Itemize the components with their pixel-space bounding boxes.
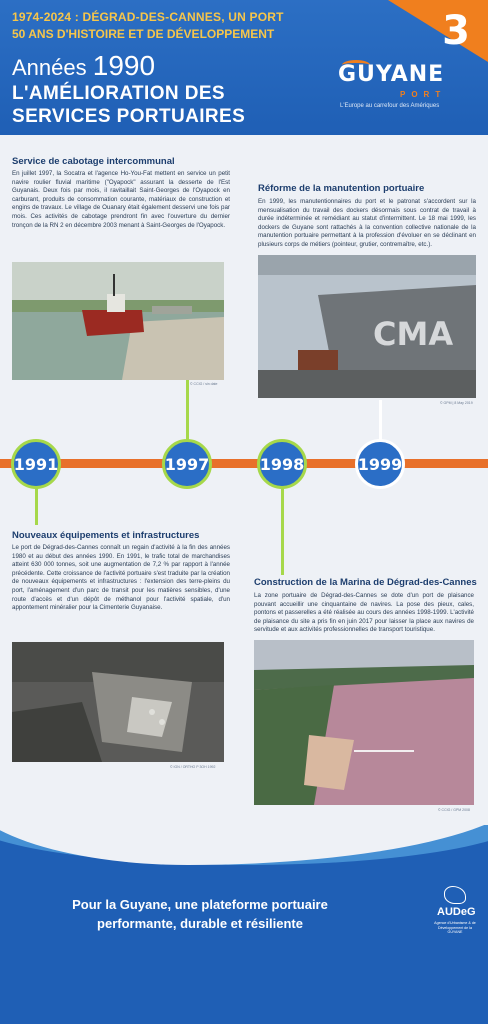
footer-slogan-line1: Pour la Guyane, une plateforme portuaire — [72, 897, 328, 912]
page-title-line1: L'AMÉLIORATION DES — [12, 83, 225, 104]
stem-1999 — [379, 400, 382, 444]
timeline-line — [0, 459, 488, 468]
header-banner — [0, 0, 488, 135]
year-1991: 1991 — [11, 439, 61, 489]
years-prefix: Années — [12, 55, 87, 80]
guyane-port-logo — [338, 62, 468, 117]
marina-photo — [254, 640, 474, 805]
audeg-name: AUDeG — [437, 906, 476, 918]
years-value: 1990 — [92, 50, 156, 81]
stem-1997 — [186, 380, 189, 442]
svg-text:CMA: CMA — [373, 315, 454, 353]
cabotage-title: Service de cabotage intercommunal — [12, 156, 175, 167]
guyane-map-icon — [444, 886, 466, 904]
equipements-text: Le port de Dégrad-des-Cannes connaît un regain d'activité à la fin des années 1980 et au début des années 1990. En 1991, le trafic total de marchandises atteint 630 000 tonnes, soit une augmentation de 7,2 % par rapport à l'année précédente. Cette croissance de l'activité portuaire s'est traduite par la création de nouveaux équipements et infrastructures : l'extension des terre-pleins du port, l'aménagement d'un parc de transit pour les matières sensibles, d'une route d'accès et d'un dépôt de méthanol pour l'activité spatiale, d'un appontement minéralier pour la Cimenterie Guyanaise. — [12, 544, 230, 612]
equipements-title: Nouveaux équipements et infrastructures — [12, 530, 200, 541]
manutention-credit: © GPM | 8 May 2019 — [440, 401, 473, 405]
page-title-line2: SERVICES PORTUAIRES — [12, 106, 246, 127]
cabotage-credit: © CCIG / sin date — [190, 382, 218, 386]
marina-text: La zone portuaire de Dégrad-des-Cannes se dote d'un port de plaisance pouvant accueillir une cinquantaine de navires. La pose des pieux, cales, pontons et passerelles a été réalisée au cours des années 1998-1999. L'activité de plaisance du site a pris fin en juin 2017 pour laisser la place aux navires de servitude et aux activités professionnelles de transport touristique. — [254, 592, 474, 634]
manutention-title: Réforme de la manutention portuaire — [258, 183, 425, 194]
stem-1998 — [281, 485, 284, 575]
audeg-description: Agence d'Urbanisme & de Développement de la GUYANE — [434, 921, 476, 934]
year-1999: 1999 — [355, 439, 405, 489]
footer-slogan-line2: performante, durable et résiliente — [97, 916, 303, 931]
cabotage-photo — [12, 262, 224, 380]
header-years — [12, 50, 155, 82]
audeg-logo — [432, 886, 478, 946]
panel-number: 3 — [442, 8, 470, 54]
manutention-photo — [258, 255, 476, 398]
marina-title: Construction de la Marina de Dégrad-des-Cannes — [254, 577, 477, 588]
cabotage-text: En juillet 1997, la Socatra et l'agence Ho-You-Fat mettent en service un petit navire roulier fluvial maritime ("Oyapock" assurant la desserte de l'Est Guyanais. Deux fois par mois, il ravitaillait Saint-Georges de l'Oyapock en carburant, produits de consommation courante, matériaux de construction et engins de travaux. Le village de Ouanary était également desservi une fois par mois. Ces activités de cabotage prendront fin avec l'ouverture du dernier tronçon de la RN 2 en décembre 2003 menant à Saint-Georges de l'Oyapock. — [12, 170, 230, 229]
equipements-credit: © IGN / ORTHO P 3OH 1992 — [170, 765, 216, 769]
header-subtitle-line2: 50 ANS D'HISTOIRE ET DE DÉVELOPPEMENT — [12, 27, 275, 41]
year-1998: 1998 — [257, 439, 307, 489]
year-1997: 1997 — [162, 439, 212, 489]
stem-1991 — [35, 485, 38, 525]
logo-sub: PORT — [400, 90, 447, 99]
marina-credit: © CCIG / GPM 2008 — [438, 808, 470, 812]
logo-tagline: L'Europe au carrefour des Amériques — [340, 103, 440, 109]
logo-name: GUYANE — [338, 62, 445, 87]
manutention-text: En 1999, les manutentionnaires du port et le patronat s'accordent sur la mensualisation du travail des dockers désormais sous contrat de travail à durée indéterminée et remédiant au statut d'intermittent. Le 18 mai 1999, les dockers de Guyane sont rattachés à la convention collective nationale de la manutention portuaire permettant à la profession d'évoluer en se déclinant en plusieurs corps de métiers (pointeur, grutier, contremaître, etc.). — [258, 198, 476, 248]
equipements-photo — [12, 642, 224, 762]
header-subtitle-line1: 1974-2024 : DÉGRAD-DES-CANNES, UN PORT — [12, 10, 284, 24]
